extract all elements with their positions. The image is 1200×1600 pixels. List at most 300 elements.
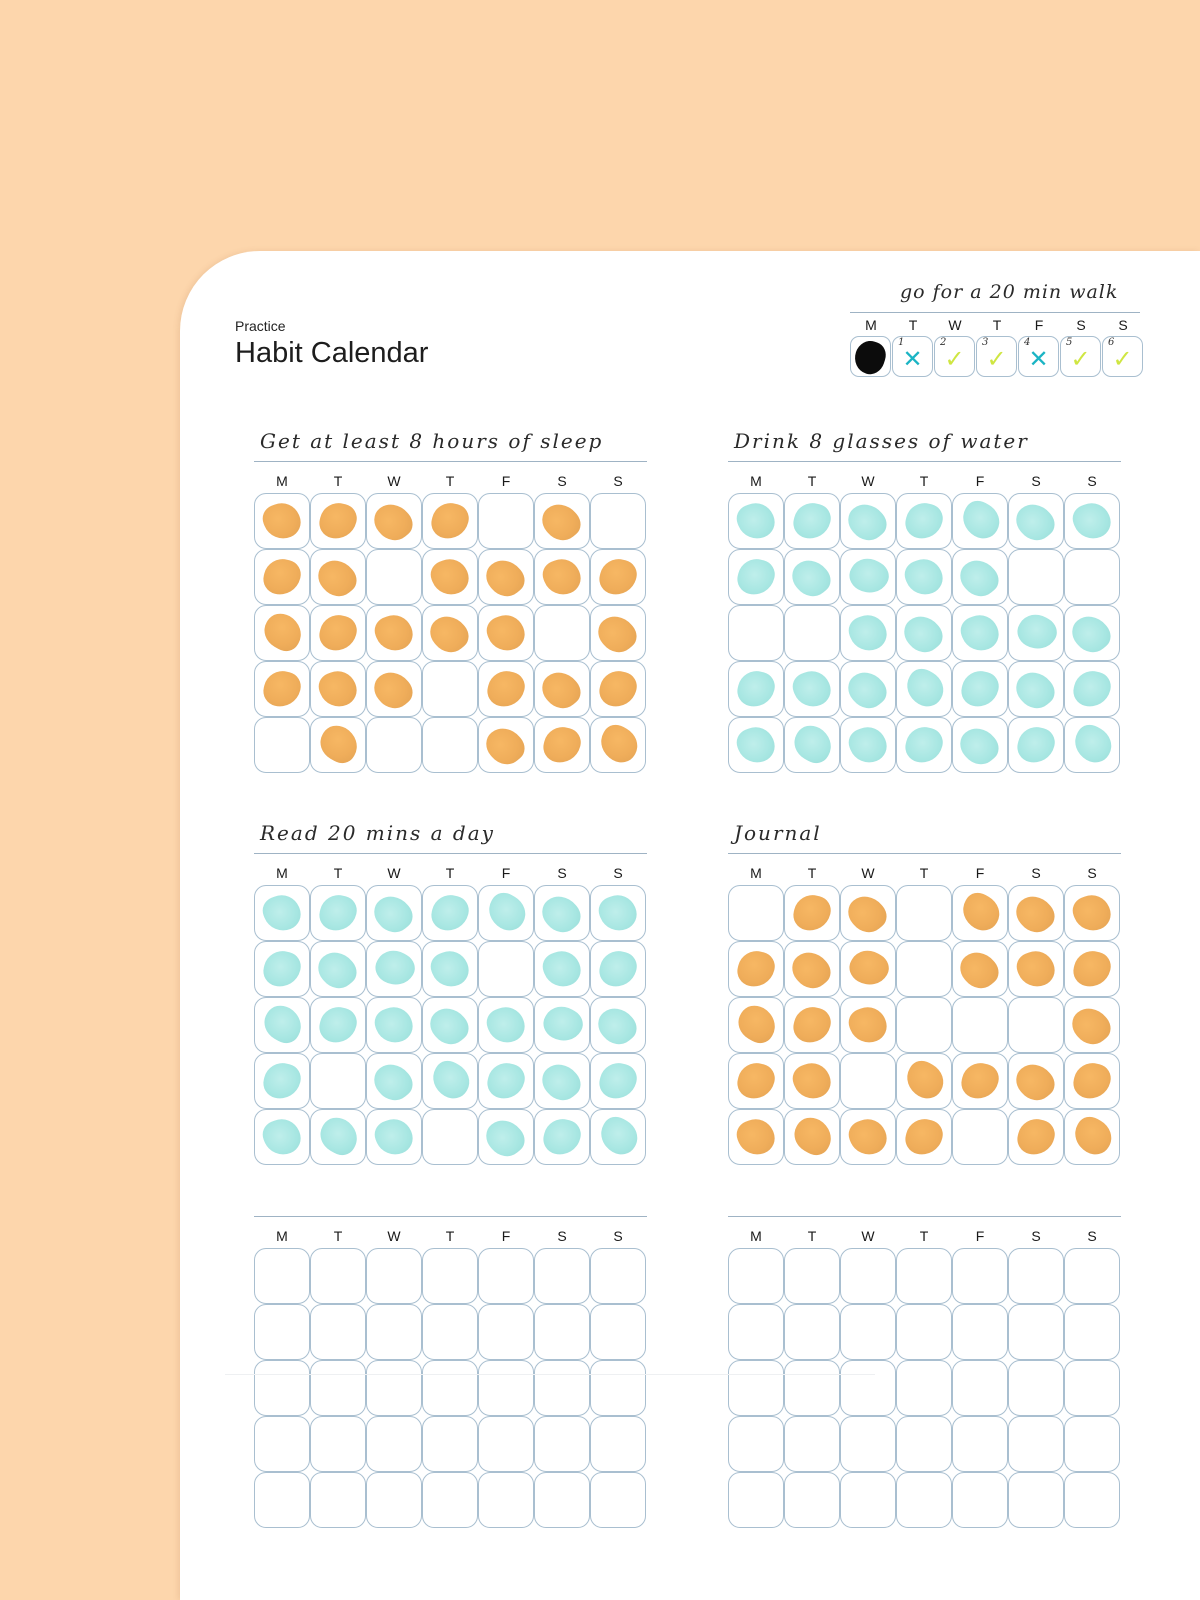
habit-cell-empty[interactable]	[254, 1248, 310, 1304]
weekday-label: T	[919, 1228, 929, 1244]
habit-cell-done[interactable]	[784, 717, 840, 773]
habit-rule	[254, 853, 647, 854]
habit-cell-done[interactable]	[310, 605, 366, 661]
habit-cell-done[interactable]	[254, 661, 310, 717]
habit-cell-done[interactable]	[1064, 717, 1120, 773]
paper-crease	[225, 1374, 875, 1375]
habit-cell-done[interactable]	[478, 1109, 534, 1165]
mini-day-number: 1	[898, 337, 905, 348]
habit-grid	[254, 885, 646, 1165]
habit-cell-done[interactable]	[366, 997, 422, 1053]
weekday-label: S	[557, 865, 567, 881]
habit-cell-done[interactable]	[254, 1053, 310, 1109]
mini-weekday-label: S	[1118, 317, 1128, 333]
habit-cell-empty[interactable]	[254, 1472, 310, 1528]
habit-cell-done[interactable]	[784, 941, 840, 997]
check-icon: ✓	[1070, 345, 1091, 373]
habit-cell-empty[interactable]	[896, 1416, 952, 1472]
habit-cell-empty[interactable]	[840, 1053, 896, 1109]
habit-cell-empty[interactable]	[254, 1304, 310, 1360]
weekday-label: T	[919, 473, 929, 489]
habit-cell-empty[interactable]	[254, 1360, 310, 1416]
habit-cell-done[interactable]	[254, 885, 310, 941]
habit-cell-empty[interactable]	[952, 1304, 1008, 1360]
habit-cell-empty[interactable]	[534, 1360, 590, 1416]
habit-cell-empty[interactable]	[478, 1248, 534, 1304]
habit-cell-empty[interactable]	[310, 1053, 366, 1109]
habit-cell-done[interactable]	[366, 885, 422, 941]
habit-cell-done[interactable]	[366, 1109, 422, 1165]
habit-calendar-sheet	[180, 251, 1200, 1600]
habit-cell-empty[interactable]	[896, 997, 952, 1053]
habit-cell-done[interactable]	[534, 717, 590, 773]
habit-cell-empty[interactable]	[728, 1416, 784, 1472]
habit-cell-done[interactable]	[310, 1109, 366, 1165]
habit-cell-empty[interactable]	[896, 1304, 952, 1360]
habit-cell-empty[interactable]	[478, 941, 534, 997]
habit-cell-done[interactable]	[254, 997, 310, 1053]
habit-cell-empty[interactable]	[310, 1360, 366, 1416]
habit-cell-empty[interactable]	[534, 1472, 590, 1528]
habit-cell-done[interactable]	[728, 549, 784, 605]
weekday-label: M	[750, 865, 762, 881]
habit-cell-done[interactable]	[896, 549, 952, 605]
habit-name: Get at least 8 hours of sleep	[260, 429, 604, 453]
weekday-label: F	[975, 865, 985, 881]
habit-cell-empty[interactable]	[840, 1416, 896, 1472]
habit-cell-empty[interactable]	[728, 1360, 784, 1416]
habit-cell-empty[interactable]	[896, 941, 952, 997]
habit-cell-done[interactable]	[590, 717, 646, 773]
habit-cell-empty[interactable]	[952, 1248, 1008, 1304]
habit-cell-empty[interactable]	[310, 1472, 366, 1528]
mini-day-number: 5	[1066, 337, 1073, 348]
habit-cell-empty[interactable]	[366, 1472, 422, 1528]
habit-rule	[728, 853, 1121, 854]
habit-cell-done[interactable]	[728, 1053, 784, 1109]
habit-cell-done[interactable]	[840, 605, 896, 661]
habit-cell-empty[interactable]	[534, 1304, 590, 1360]
habit-cell-empty[interactable]	[422, 1248, 478, 1304]
mini-tracker-rule	[850, 312, 1140, 313]
habit-cell-empty[interactable]	[840, 1304, 896, 1360]
habit-cell-done[interactable]	[310, 941, 366, 997]
habit-cell-done[interactable]	[310, 997, 366, 1053]
habit-cell-empty[interactable]	[840, 1248, 896, 1304]
habit-cell-done[interactable]	[1064, 1109, 1120, 1165]
habit-cell-empty[interactable]	[952, 1109, 1008, 1165]
habit-cell-empty[interactable]	[310, 1304, 366, 1360]
habit-cell-done[interactable]	[840, 493, 896, 549]
habit-cell-empty[interactable]	[1008, 1248, 1064, 1304]
weekday-header	[728, 473, 1120, 489]
weekday-label: M	[276, 1228, 288, 1244]
habit-cell-done[interactable]	[254, 549, 310, 605]
habit-cell-done[interactable]	[422, 605, 478, 661]
habit-cell-done[interactable]	[728, 493, 784, 549]
habit-cell-empty[interactable]	[952, 1416, 1008, 1472]
mini-day-cell[interactable]	[1018, 336, 1059, 377]
habit-cell-empty[interactable]	[254, 1416, 310, 1472]
habit-cell-done[interactable]	[1008, 1109, 1064, 1165]
habit-cell-empty[interactable]	[590, 1248, 646, 1304]
habit-cell-done[interactable]	[422, 493, 478, 549]
habit-cell-done[interactable]	[896, 717, 952, 773]
ink-blot-icon	[851, 337, 890, 378]
weekday-label: T	[333, 865, 343, 881]
habit-name: Read 20 mins a day	[260, 821, 495, 845]
habit-cell-empty[interactable]	[422, 1472, 478, 1528]
check-icon: ✓	[1112, 345, 1133, 373]
habit-cell-done[interactable]	[534, 493, 590, 549]
cross-icon: ✕	[1028, 345, 1049, 373]
habit-cell-done[interactable]	[590, 997, 646, 1053]
habit-cell-done[interactable]	[422, 997, 478, 1053]
habit-cell-empty[interactable]	[784, 1472, 840, 1528]
weekday-label: T	[807, 865, 817, 881]
weekday-header	[254, 865, 646, 881]
habit-cell-empty[interactable]	[728, 1248, 784, 1304]
habit-cell-empty[interactable]	[590, 493, 646, 549]
habit-cell-empty[interactable]	[590, 1472, 646, 1528]
habit-cell-done[interactable]	[422, 549, 478, 605]
habit-cell-done[interactable]	[534, 661, 590, 717]
habit-cell-done[interactable]	[534, 941, 590, 997]
habit-cell-done[interactable]	[1064, 661, 1120, 717]
weekday-label: W	[387, 473, 401, 489]
weekday-label: M	[276, 865, 288, 881]
habit-cell-done[interactable]	[840, 941, 896, 997]
habit-cell-done[interactable]	[840, 997, 896, 1053]
weekday-header	[254, 473, 646, 489]
habit-cell-empty[interactable]	[366, 1248, 422, 1304]
habit-cell-empty[interactable]	[784, 1304, 840, 1360]
habit-cell-done[interactable]	[784, 1053, 840, 1109]
mini-weekday-label: F	[1034, 317, 1044, 333]
habit-cell-empty[interactable]	[422, 1360, 478, 1416]
habit-cell-done[interactable]	[1008, 493, 1064, 549]
habit-cell-done[interactable]	[840, 717, 896, 773]
habit-cell-empty[interactable]	[310, 1248, 366, 1304]
habit-cell-empty[interactable]	[366, 1416, 422, 1472]
weekday-label: T	[807, 473, 817, 489]
habit-cell-empty[interactable]	[310, 1416, 366, 1472]
habit-cell-empty[interactable]	[1008, 1360, 1064, 1416]
weekday-label: M	[750, 1228, 762, 1244]
mini-weekday-label: T	[992, 317, 1002, 333]
habit-cell-empty[interactable]	[896, 1248, 952, 1304]
weekday-label: T	[445, 865, 455, 881]
habit-cell-empty[interactable]	[478, 1472, 534, 1528]
weekday-label: S	[613, 1228, 623, 1244]
habit-cell-done[interactable]	[784, 549, 840, 605]
habit-cell-done[interactable]	[1008, 941, 1064, 997]
habit-cell-empty[interactable]	[534, 605, 590, 661]
mini-weekday-label: W	[948, 317, 962, 333]
mini-day-cell[interactable]	[1060, 336, 1101, 377]
habit-cell-empty[interactable]	[1008, 997, 1064, 1053]
habit-cell-done[interactable]	[366, 661, 422, 717]
habit-cell-empty[interactable]	[1008, 1416, 1064, 1472]
habit-cell-done[interactable]	[534, 885, 590, 941]
mini-day-number: 2	[940, 337, 947, 348]
habit-cell-empty[interactable]	[1064, 549, 1120, 605]
weekday-header	[728, 1228, 1120, 1244]
mini-day-number: 6	[1108, 337, 1115, 348]
habit-cell-empty[interactable]	[952, 1472, 1008, 1528]
habit-cell-done[interactable]	[840, 549, 896, 605]
weekday-label: T	[445, 1228, 455, 1244]
weekday-label: F	[501, 473, 511, 489]
habit-cell-done[interactable]	[1064, 997, 1120, 1053]
weekday-label: M	[276, 473, 288, 489]
weekday-label: T	[333, 1228, 343, 1244]
habit-cell-done[interactable]	[366, 1053, 422, 1109]
habit-cell-done[interactable]	[1008, 605, 1064, 661]
habit-cell-done[interactable]	[952, 605, 1008, 661]
habit-cell-done[interactable]	[534, 1109, 590, 1165]
weekday-label: M	[750, 473, 762, 489]
habit-cell-done[interactable]	[366, 605, 422, 661]
habit-cell-empty[interactable]	[784, 1416, 840, 1472]
habit-cell-done[interactable]	[478, 1053, 534, 1109]
mini-tracker-weekdays	[850, 317, 1144, 333]
habit-cell-empty[interactable]	[478, 1360, 534, 1416]
habit-cell-empty[interactable]	[1008, 1304, 1064, 1360]
habit-cell-done[interactable]	[952, 1053, 1008, 1109]
mini-day-cell[interactable]	[976, 336, 1017, 377]
habit-grid	[728, 493, 1120, 773]
habit-cell-empty[interactable]	[422, 1304, 478, 1360]
habit-cell-empty[interactable]	[896, 1472, 952, 1528]
habit-cell-empty[interactable]	[784, 605, 840, 661]
habit-cell-empty[interactable]	[534, 1416, 590, 1472]
habit-cell-done[interactable]	[784, 493, 840, 549]
habit-cell-done[interactable]	[728, 941, 784, 997]
mini-weekday-label: S	[1076, 317, 1086, 333]
habit-cell-done[interactable]	[896, 605, 952, 661]
weekday-label: W	[861, 1228, 875, 1244]
habit-cell-done[interactable]	[422, 885, 478, 941]
habit-cell-done[interactable]	[840, 1109, 896, 1165]
habit-cell-done[interactable]	[366, 941, 422, 997]
weekday-label: F	[501, 1228, 511, 1244]
habit-cell-done[interactable]	[534, 549, 590, 605]
habit-cell-empty[interactable]	[590, 1360, 646, 1416]
habit-cell-done[interactable]	[422, 1053, 478, 1109]
check-icon: ✓	[986, 345, 1007, 373]
habit-cell-done[interactable]	[1064, 941, 1120, 997]
habit-cell-done[interactable]	[784, 885, 840, 941]
habit-cell-empty[interactable]	[422, 1416, 478, 1472]
habit-cell-empty[interactable]	[254, 717, 310, 773]
mini-day-cell[interactable]	[934, 336, 975, 377]
mini-tracker-cells	[850, 336, 1144, 377]
habit-grid	[728, 1248, 1120, 1528]
habit-cell-done[interactable]	[952, 941, 1008, 997]
habit-cell-done[interactable]	[590, 1109, 646, 1165]
habit-cell-done[interactable]	[478, 661, 534, 717]
habit-cell-done[interactable]	[310, 717, 366, 773]
habit-cell-done[interactable]	[310, 549, 366, 605]
habit-cell-done[interactable]	[784, 1109, 840, 1165]
habit-cell-empty[interactable]	[840, 1360, 896, 1416]
habit-name: Drink 8 glasses of water	[734, 429, 1029, 453]
habit-cell-empty[interactable]	[1008, 1472, 1064, 1528]
habit-cell-empty[interactable]	[784, 1360, 840, 1416]
weekday-header	[254, 1228, 646, 1244]
habit-cell-done[interactable]	[1064, 1053, 1120, 1109]
habit-cell-done[interactable]	[840, 661, 896, 717]
cross-icon: ✕	[902, 345, 923, 373]
weekday-label: W	[861, 865, 875, 881]
weekday-label: F	[975, 1228, 985, 1244]
habit-cell-done[interactable]	[896, 1109, 952, 1165]
habit-cell-done[interactable]	[310, 885, 366, 941]
habit-cell-done[interactable]	[952, 493, 1008, 549]
habit-cell-done[interactable]	[840, 885, 896, 941]
habit-cell-done[interactable]	[896, 1053, 952, 1109]
habit-cell-done[interactable]	[366, 493, 422, 549]
habit-cell-done[interactable]	[478, 549, 534, 605]
habit-cell-done[interactable]	[422, 941, 478, 997]
habit-cell-empty[interactable]	[1064, 1248, 1120, 1304]
habit-cell-done[interactable]	[310, 661, 366, 717]
mini-day-cell[interactable]	[1102, 336, 1143, 377]
habit-cell-empty[interactable]	[534, 1248, 590, 1304]
habit-cell-empty[interactable]	[952, 1360, 1008, 1416]
habit-cell-empty[interactable]	[478, 1416, 534, 1472]
habit-rule	[254, 461, 647, 462]
habit-cell-empty[interactable]	[1008, 549, 1064, 605]
weekday-label: T	[333, 473, 343, 489]
habit-cell-done[interactable]	[254, 941, 310, 997]
habit-cell-done[interactable]	[784, 661, 840, 717]
habit-cell-done[interactable]	[896, 661, 952, 717]
habit-cell-done[interactable]	[478, 717, 534, 773]
weekday-label: S	[1031, 473, 1041, 489]
habit-cell-done[interactable]	[1064, 493, 1120, 549]
mini-day-number: 3	[982, 337, 989, 348]
habit-cell-done[interactable]	[1008, 1053, 1064, 1109]
habit-cell-done[interactable]	[728, 661, 784, 717]
habit-cell-empty[interactable]	[728, 1304, 784, 1360]
habit-cell-done[interactable]	[534, 997, 590, 1053]
mini-day-cell[interactable]	[850, 336, 891, 377]
habit-cell-empty[interactable]	[422, 717, 478, 773]
habit-cell-done[interactable]	[728, 1109, 784, 1165]
habit-grid	[728, 885, 1120, 1165]
habit-cell-empty[interactable]	[728, 885, 784, 941]
habit-cell-done[interactable]	[952, 549, 1008, 605]
habit-cell-empty[interactable]	[728, 605, 784, 661]
habit-cell-empty[interactable]	[590, 1416, 646, 1472]
weekday-header	[728, 865, 1120, 881]
weekday-label: F	[501, 865, 511, 881]
habit-cell-empty[interactable]	[896, 885, 952, 941]
weekday-label: S	[557, 1228, 567, 1244]
mini-weekday-label: M	[865, 317, 877, 333]
habit-cell-done[interactable]	[534, 1053, 590, 1109]
habit-cell-done[interactable]	[590, 661, 646, 717]
habit-cell-done[interactable]	[1008, 717, 1064, 773]
weekday-label: W	[387, 1228, 401, 1244]
habit-grid	[254, 1248, 646, 1528]
mini-tracker-title: go for a 20 min walk	[900, 281, 1119, 303]
habit-cell-empty[interactable]	[422, 661, 478, 717]
weekday-label: T	[445, 473, 455, 489]
habit-cell-done[interactable]	[728, 717, 784, 773]
weekday-label: S	[1087, 865, 1097, 881]
mini-day-cell[interactable]	[892, 336, 933, 377]
habit-cell-done[interactable]	[254, 605, 310, 661]
habit-cell-done[interactable]	[728, 997, 784, 1053]
habit-cell-done[interactable]	[254, 493, 310, 549]
habit-cell-done[interactable]	[784, 997, 840, 1053]
habit-cell-done[interactable]	[952, 717, 1008, 773]
weekday-label: T	[919, 865, 929, 881]
weekday-label: S	[1031, 1228, 1041, 1244]
habit-cell-empty[interactable]	[590, 1304, 646, 1360]
weekday-label: W	[861, 473, 875, 489]
mini-day-number: 4	[1024, 337, 1031, 348]
habit-cell-empty[interactable]	[366, 1360, 422, 1416]
weekday-label: W	[387, 865, 401, 881]
habit-cell-done[interactable]	[952, 885, 1008, 941]
weekday-label: S	[1087, 473, 1097, 489]
weekday-label: T	[807, 1228, 817, 1244]
habit-cell-done[interactable]	[952, 661, 1008, 717]
habit-cell-done[interactable]	[590, 605, 646, 661]
habit-cell-done[interactable]	[590, 885, 646, 941]
habit-cell-empty[interactable]	[728, 1472, 784, 1528]
habit-cell-empty[interactable]	[366, 1304, 422, 1360]
habit-cell-done[interactable]	[590, 1053, 646, 1109]
weekday-label: S	[1087, 1228, 1097, 1244]
weekday-label: S	[613, 473, 623, 489]
habit-cell-done[interactable]	[896, 493, 952, 549]
habit-cell-empty[interactable]	[1064, 1304, 1120, 1360]
habit-cell-empty[interactable]	[840, 1472, 896, 1528]
habit-cell-empty[interactable]	[1064, 1416, 1120, 1472]
habit-cell-empty[interactable]	[1064, 1360, 1120, 1416]
habit-rule	[728, 1216, 1121, 1217]
habit-cell-done[interactable]	[1064, 885, 1120, 941]
habit-cell-empty[interactable]	[1064, 1472, 1120, 1528]
habit-cell-done[interactable]	[254, 1109, 310, 1165]
habit-cell-done[interactable]	[1064, 605, 1120, 661]
habit-cell-empty[interactable]	[784, 1248, 840, 1304]
habit-cell-done[interactable]	[478, 605, 534, 661]
habit-cell-done[interactable]	[478, 885, 534, 941]
habit-cell-empty[interactable]	[952, 997, 1008, 1053]
habit-cell-empty[interactable]	[366, 717, 422, 773]
weekday-label: S	[557, 473, 567, 489]
page-subtitle: Practice	[235, 318, 286, 334]
mini-weekday-label: T	[908, 317, 918, 333]
habit-cell-done[interactable]	[1008, 885, 1064, 941]
habit-cell-done[interactable]	[478, 997, 534, 1053]
habit-cell-empty[interactable]	[478, 493, 534, 549]
habit-cell-empty[interactable]	[478, 1304, 534, 1360]
habit-cell-done[interactable]	[310, 493, 366, 549]
habit-cell-empty[interactable]	[366, 549, 422, 605]
habit-cell-done[interactable]	[1008, 661, 1064, 717]
habit-cell-empty[interactable]	[422, 1109, 478, 1165]
habit-cell-done[interactable]	[590, 941, 646, 997]
habit-cell-done[interactable]	[590, 549, 646, 605]
habit-cell-empty[interactable]	[896, 1360, 952, 1416]
